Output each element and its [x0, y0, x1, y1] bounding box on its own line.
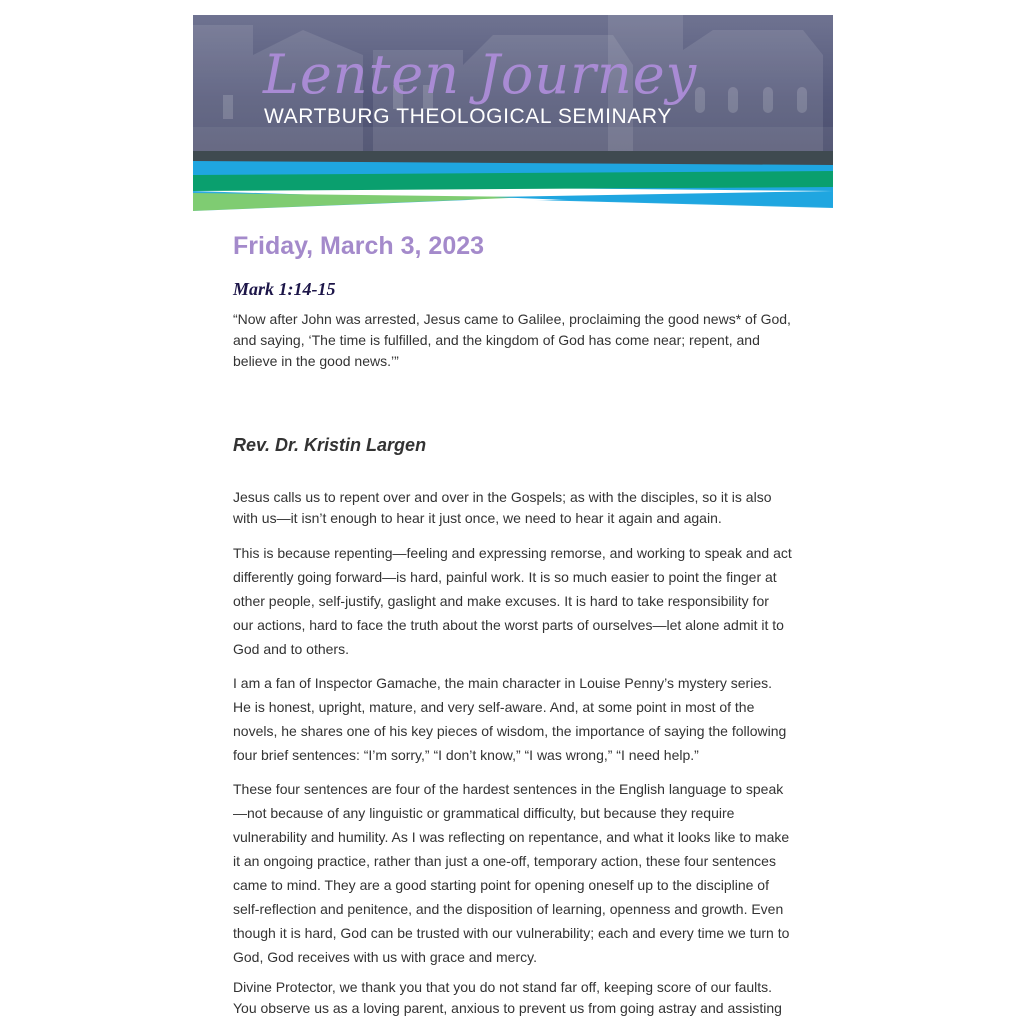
scripture-text: “Now after John was arrested, Jesus came to Galilee, proclaiming the good news* of God, and saying, ‘The time is fulfilled, and the kingdom of God has come near; repent, and believe in the good news.’” — [233, 311, 791, 369]
banner-subtitle: WARTBURG THEOLOGICAL SEMINARY — [264, 105, 672, 128]
devotion-paragraph: This is because repenting—feeling and expressing remorse, and working to speak and act differently going forward—is hard, painful work. It is so much easier to point the finger at other people, self-justify, gaslight and make excuses. It is hard to take responsibility for our actions, hard to face the truth about the worst parts of ourselves—let alone admit it to God and to others. — [233, 545, 792, 657]
banner-title: Lenten Journey — [263, 43, 698, 106]
devotion-date: Friday, March 3, 2023 — [233, 232, 485, 260]
devotion-paragraph: I am a fan of Inspector Gamache, the main character in Louise Penny’s mystery series. He is honest, upright, mature, and very self-aware. And, at some point in most of the novels, he shares one of his key pieces of wisdom, the importance of saying the following four brief sentences: “I’m sorry,” “I don’t know,” “I was wrong,” “I need help.” — [233, 675, 787, 763]
devotion-paragraph: Jesus calls us to repent over and over in the Gospels; as with the disciples, so it is also with us—it isn’t enough to hear it just once, we need to hear it again and again. — [233, 489, 772, 526]
email-body — [193, 15, 833, 1019]
scripture-reference: Mark 1:14-15 — [233, 279, 336, 299]
header-banner — [193, 15, 833, 211]
prayer-text: Divine Protector, we thank you that you do not stand far off, keeping score of our faults. You observe us as a loving parent, anxious to prevent us from going astray and assisting — [233, 979, 782, 1016]
devotion-content — [193, 231, 833, 1019]
author-name: Rev. Dr. Kristin Largen — [233, 435, 427, 455]
devotion-paragraph: These four sentences are four of the hardest sentences in the English language to speak—not because of any linguistic or grammatical difficulty, but because they require vulnerability and humility. As I was reflecting on repentance, and what it looks like to make it an ongoing practice, rather than just a one-off, temporary action, these four sentences came to mind. They are a good starting point for opening oneself up to the discipline of self-reflection and penitence, and the disposition of learning, openness and growth. Even though it is hard, God can be trusted with our vulnerability; each and every time we turn to God, God receives with us with grace and mercy. — [233, 781, 790, 965]
